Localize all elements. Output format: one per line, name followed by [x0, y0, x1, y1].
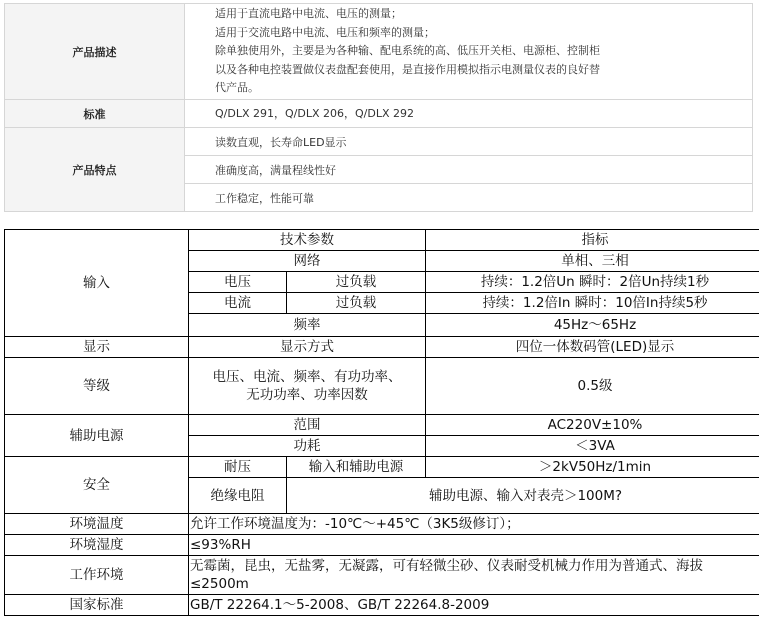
standard-value: Q/DLX 291，Q/DLX 206，Q/DLX 292 [185, 100, 753, 128]
withstand-value: ＞2kV50Hz/1min [426, 457, 759, 478]
env-temp-value: 允许工作环境温度为：-10℃～+45℃（3K5级修订）； [189, 514, 759, 535]
voltage-sub: 过负载 [287, 272, 426, 293]
voltage-value: 持续：1.2倍Un 瞬时：2倍Un持续1秒 [426, 272, 759, 293]
current-sub: 过负载 [287, 293, 426, 314]
current-value: 持续：1.2倍In 瞬时：10倍In持续5秒 [426, 293, 759, 314]
national-std-label: 国家标准 [5, 595, 189, 616]
feature-item: 读数直观，长寿命LED显示 [215, 135, 347, 149]
spec-header-row [5, 230, 759, 251]
insulation-name: 绝缘电阻 [189, 478, 287, 514]
withstand-name: 耐压 [189, 457, 287, 478]
grade-name-line: 无功功率、功率因数 [246, 387, 368, 403]
insulation-value: 辅助电源、输入对表壳＞100M? [287, 478, 759, 514]
spec-table [4, 229, 759, 616]
description-label: 产品描述 [5, 4, 185, 100]
work-env-row [5, 556, 759, 595]
national-std-row [5, 595, 759, 616]
withstand-sub: 输入和辅助电源 [287, 457, 426, 478]
description-line: 代产品。 [215, 81, 259, 95]
description-line: 适用于交流电路中电流、电压和频率的测量； [215, 25, 435, 39]
aux-consumption-name: 功耗 [189, 436, 426, 457]
aux-range-row [5, 415, 759, 436]
work-env-line: 无霉菌，昆虫，无盐雾，无凝露，可有轻微尘砂、仪表耐受机械力作用为普通式、海拔 [190, 558, 703, 574]
grade-row [5, 358, 759, 415]
aux-power-label: 辅助电源 [5, 415, 189, 457]
param-header: 技术参数 [189, 230, 426, 251]
features-label: 产品特点 [5, 128, 185, 212]
description-line: 适用于直流电路中电流、电压的测量； [215, 7, 402, 21]
standard-row [5, 100, 753, 128]
env-humidity-value: ≤93%RH [189, 535, 759, 556]
env-humidity-row [5, 535, 759, 556]
frequency-value: 45Hz～65Hz [426, 314, 759, 337]
description-line: 除单独使用外，主要是为各种输、配电系统的高、低压开关柜、电源柜、控制柜 [215, 44, 600, 58]
display-name: 显示方式 [189, 337, 426, 358]
national-std-value: GB/T 22264.1～5-2008、GB/T 22264.8-2009 [189, 595, 759, 616]
aux-consumption-value: ＜3VA [426, 436, 759, 457]
work-env-value [189, 556, 759, 595]
description-line: 以及各种电控装置做仪表盘配套使用，是直接作用模拟指示电测量仪表的良好替 [215, 62, 600, 76]
frequency-name: 频率 [189, 314, 426, 337]
aux-range-name: 范围 [189, 415, 426, 436]
description-value [185, 4, 753, 100]
display-label: 显示 [5, 337, 189, 358]
work-env-line: ≤2500m [190, 576, 249, 592]
grade-value: 0.5级 [426, 358, 759, 415]
grade-label: 等级 [5, 358, 189, 415]
feature-item: 准确度高，满量程线性好 [185, 155, 752, 183]
network-name: 网络 [189, 251, 426, 272]
aux-range-value: AC220V±10% [426, 415, 759, 436]
withstand-row [5, 457, 759, 478]
spec-header: 指标 [426, 230, 759, 251]
env-humidity-label: 环境湿度 [5, 535, 189, 556]
grade-name [189, 358, 426, 415]
input-label: 输入 [5, 230, 189, 337]
display-value: 四位一体数码管(LED)显示 [426, 337, 759, 358]
features-row [5, 128, 753, 212]
env-temp-row [5, 514, 759, 535]
env-temp-label: 环境温度 [5, 514, 189, 535]
product-info-table [4, 3, 753, 212]
features-value [185, 128, 753, 212]
description-row [5, 4, 753, 100]
work-env-label: 工作环境 [5, 556, 189, 595]
feature-item: 工作稳定，性能可靠 [185, 183, 752, 211]
current-name: 电流 [189, 293, 287, 314]
grade-name-line: 电压、电流、频率、有功功率、 [212, 369, 402, 385]
voltage-name: 电压 [189, 272, 287, 293]
network-value: 单相、三相 [426, 251, 759, 272]
display-row [5, 337, 759, 358]
standard-label: 标准 [5, 100, 185, 128]
safety-label: 安全 [5, 457, 189, 514]
